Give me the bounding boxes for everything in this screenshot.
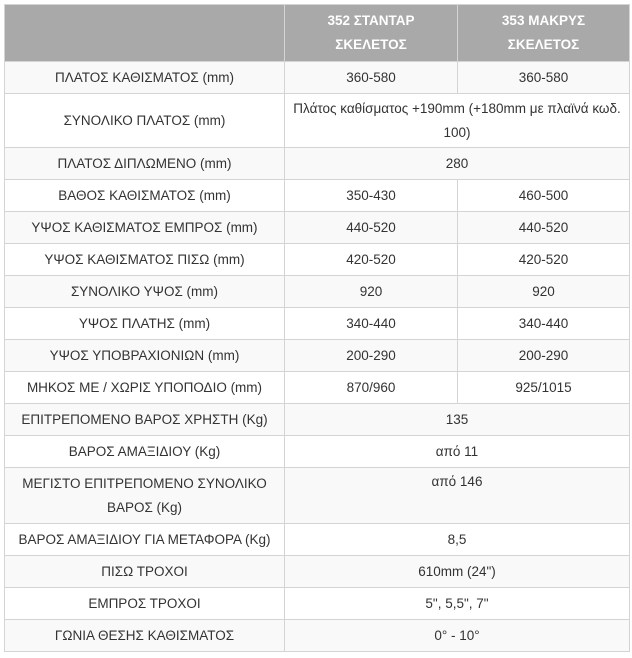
table-header bbox=[5, 5, 630, 62]
table-row bbox=[5, 180, 630, 212]
row-label: ΥΨΟΣ ΚΑΘΙΣΜΑΤΟΣ ΕΜΠΡΟΣ (mm) bbox=[5, 212, 285, 244]
row-label: ΠΛΑΤΟΣ ΔΙΠΛΩΜΕΝΟ (mm) bbox=[5, 148, 285, 180]
row-label: ΥΨΟΣ ΥΠΟΒΡΑΧΙΟΝΙΩΝ (mm) bbox=[5, 340, 285, 372]
header-standard-frame bbox=[285, 5, 458, 62]
row-label: ΕΜΠΡΟΣ ΤΡΟΧΟΙ bbox=[5, 588, 285, 620]
row-label: ΥΨΟΣ ΚΑΘΙΣΜΑΤΟΣ ΠΙΣΩ (mm) bbox=[5, 244, 285, 276]
shared-value: 135 bbox=[285, 404, 630, 436]
header-standard-line1: 352 ΣΤΑΝΤΑΡ bbox=[327, 13, 415, 28]
row-label: ΣΥΝΟΛΙΚΟ ΥΨΟΣ (mm) bbox=[5, 276, 285, 308]
row-label: ΕΠΙΤΡΕΠΟΜΕΝΟ ΒΑΡΟΣ ΧΡΗΣΤΗ (Kg) bbox=[5, 404, 285, 436]
header-long-line2: ΣΚΕΛΕΤΟΣ bbox=[507, 37, 580, 52]
shared-value: 0° - 10° bbox=[285, 620, 630, 652]
long-value: 440-520 bbox=[458, 212, 630, 244]
row-label: ΜΗΚΟΣ ΜΕ / ΧΩΡΙΣ ΥΠΟΠΟΔΙΟ (mm) bbox=[5, 372, 285, 404]
shared-value: Πλάτος καθίσματος +190mm (+180mm με πλαϊνά κωδ. 100) bbox=[285, 94, 630, 148]
standard-value: 420-520 bbox=[285, 244, 458, 276]
shared-value: 8,5 bbox=[285, 524, 630, 556]
row-label: ΒΑΡΟΣ ΑΜΑΞΙΔΙΟΥ ΓΙΑ ΜΕΤΑΦΟΡΑ (Kg) bbox=[5, 524, 285, 556]
table-row bbox=[5, 588, 630, 620]
long-value: 340-440 bbox=[458, 308, 630, 340]
table-row bbox=[5, 340, 630, 372]
shared-value: 610mm (24") bbox=[285, 556, 630, 588]
long-value: 920 bbox=[458, 276, 630, 308]
table-row bbox=[5, 212, 630, 244]
shared-value: 280 bbox=[285, 148, 630, 180]
table-row bbox=[5, 372, 630, 404]
table-row bbox=[5, 62, 630, 94]
table-row bbox=[5, 244, 630, 276]
table-row bbox=[5, 524, 630, 556]
shared-value: από 146 bbox=[285, 468, 630, 524]
row-label: ΣΥΝΟΛΙΚΟ ΠΛΑΤΟΣ (mm) bbox=[5, 94, 285, 148]
table-row bbox=[5, 276, 630, 308]
long-value: 925/1015 bbox=[458, 372, 630, 404]
row-label: ΓΩΝΙΑ ΘΕΣΗΣ ΚΑΘΙΣΜΑΤΟΣ bbox=[5, 620, 285, 652]
row-label: ΒΑΘΟΣ ΚΑΘΙΣΜΑΤΟΣ (mm) bbox=[5, 180, 285, 212]
standard-value: 350-430 bbox=[285, 180, 458, 212]
table-row bbox=[5, 404, 630, 436]
table-row bbox=[5, 436, 630, 468]
long-value: 420-520 bbox=[458, 244, 630, 276]
table-row bbox=[5, 148, 630, 180]
header-long-line1: 353 ΜΑΚΡΥΣ bbox=[501, 13, 586, 28]
standard-value: 340-440 bbox=[285, 308, 458, 340]
row-label: ΥΨΟΣ ΠΛΑΤΗΣ (mm) bbox=[5, 308, 285, 340]
standard-value: 440-520 bbox=[285, 212, 458, 244]
table-row bbox=[5, 620, 630, 652]
table-row bbox=[5, 94, 630, 148]
row-label: ΠΛΑΤΟΣ ΚΑΘΙΣΜΑΤΟΣ (mm) bbox=[5, 62, 285, 94]
standard-value: 200-290 bbox=[285, 340, 458, 372]
row-label: ΒΑΡΟΣ ΑΜΑΞΙΔΙΟΥ (Kg) bbox=[5, 436, 285, 468]
long-value: 360-580 bbox=[458, 62, 630, 94]
long-value: 200-290 bbox=[458, 340, 630, 372]
table-row bbox=[5, 556, 630, 588]
header-standard-line2: ΣΚΕΛΕΤΟΣ bbox=[335, 37, 407, 52]
table-row bbox=[5, 468, 630, 524]
standard-value: 920 bbox=[285, 276, 458, 308]
row-label: ΠΙΣΩ ΤΡΟΧΟΙ bbox=[5, 556, 285, 588]
standard-value: 360-580 bbox=[285, 62, 458, 94]
header-empty-cell bbox=[5, 5, 285, 62]
row-label: ΜΕΓΙΣΤΟ ΕΠΙΤΡΕΠΟΜΕΝΟ ΣΥΝΟΛΙΚΟ ΒΑΡΟΣ (Kg) bbox=[5, 468, 285, 524]
table-row bbox=[5, 308, 630, 340]
shared-value: από 11 bbox=[285, 436, 630, 468]
long-value: 460-500 bbox=[458, 180, 630, 212]
header-long-frame bbox=[458, 5, 630, 62]
spec-table bbox=[4, 4, 630, 652]
shared-value: 5", 5,5", 7" bbox=[285, 588, 630, 620]
standard-value: 870/960 bbox=[285, 372, 458, 404]
